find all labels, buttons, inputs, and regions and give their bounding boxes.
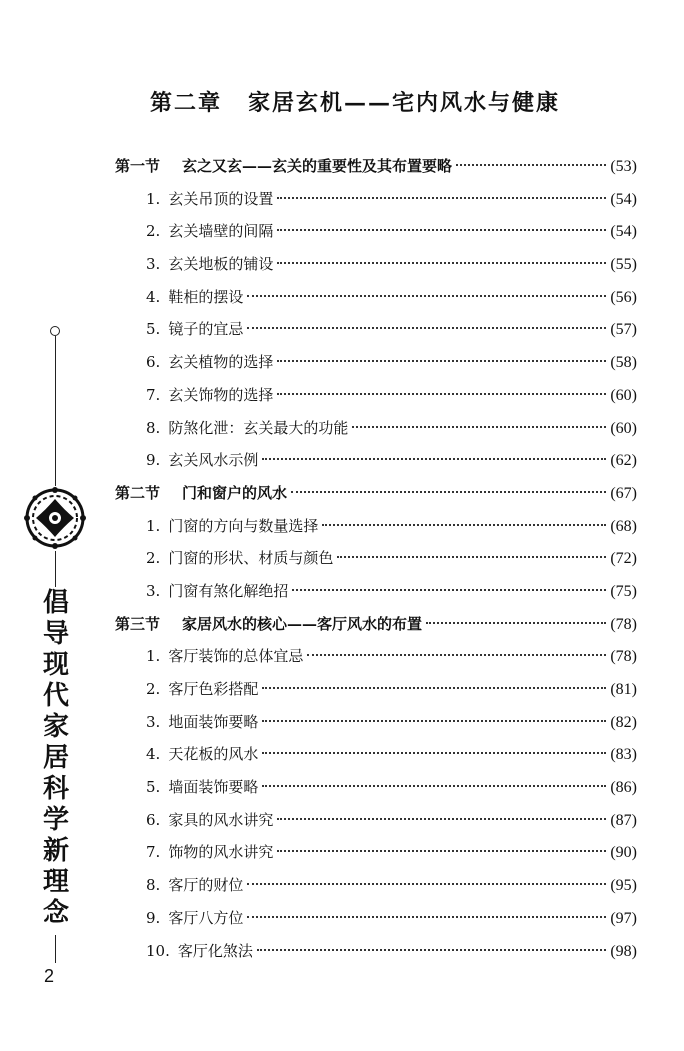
toc-entry-page: (72) bbox=[610, 550, 637, 568]
toc-entry-number: 7. bbox=[146, 385, 161, 404]
toc-entry-number: 4. bbox=[146, 745, 161, 764]
dot-leader bbox=[291, 491, 606, 493]
toc-entry-page: (82) bbox=[610, 713, 637, 731]
dot-leader bbox=[277, 229, 606, 231]
toc-entry-title: 镜子的宜忌 bbox=[168, 320, 244, 339]
toc-entry-title: 墙面装饰要略 bbox=[168, 778, 259, 797]
toc-entry-label bbox=[115, 608, 422, 641]
toc-entry-title: 客厅的财位 bbox=[168, 876, 244, 895]
toc-entry-number: 7. bbox=[146, 843, 161, 862]
toc-item-row bbox=[115, 738, 637, 771]
toc-entry-number: 10. bbox=[146, 941, 170, 960]
dot-leader bbox=[277, 393, 606, 395]
toc-entry-number: 第二节 bbox=[115, 483, 161, 502]
toc-entry-title: 玄关吊顶的设置 bbox=[168, 189, 274, 208]
toc-entry-label bbox=[115, 477, 287, 510]
dot-leader bbox=[262, 458, 606, 460]
toc-section-row bbox=[115, 608, 637, 641]
toc-entry-page: (97) bbox=[610, 909, 637, 927]
toc-entry-label bbox=[146, 804, 273, 837]
toc-entry-page: (57) bbox=[610, 321, 637, 339]
dot-leader bbox=[262, 752, 606, 754]
toc-entry-page: (98) bbox=[610, 942, 637, 960]
toc-entry-page: (67) bbox=[610, 484, 637, 502]
page-number: 2 bbox=[44, 966, 55, 986]
toc-entry-page: (87) bbox=[610, 811, 637, 829]
toc-entry-number: 1. bbox=[146, 516, 161, 535]
toc-item-row bbox=[115, 313, 637, 346]
dot-leader bbox=[247, 327, 606, 329]
toc-entry-title: 天花板的风水 bbox=[168, 745, 259, 764]
toc-entry-title: 客厅化煞法 bbox=[177, 941, 253, 960]
toc-entry-label bbox=[146, 412, 348, 445]
dot-leader bbox=[277, 850, 606, 852]
toc-item-row bbox=[115, 183, 637, 216]
toc-entry-number: 5. bbox=[146, 778, 161, 797]
dot-leader bbox=[277, 197, 606, 199]
toc-entry-label bbox=[146, 379, 273, 412]
toc-entry-title: 家具的风水讲究 bbox=[168, 810, 274, 829]
toc-entry-label bbox=[146, 248, 273, 281]
toc-entry-number: 1. bbox=[146, 189, 161, 208]
floral-ornament-icon bbox=[22, 485, 88, 551]
toc-item-row bbox=[115, 575, 637, 608]
toc-entry-page: (95) bbox=[610, 877, 637, 895]
toc-entry-title: 玄关风水示例 bbox=[168, 451, 259, 470]
toc-entry-title: 门窗有煞化解绝招 bbox=[168, 581, 289, 600]
toc-entry-label bbox=[146, 281, 243, 314]
toc-entry-label bbox=[146, 346, 273, 379]
dot-leader bbox=[322, 524, 606, 526]
toc-entry-number: 第一节 bbox=[115, 157, 161, 175]
toc-entry-title: 地面装饰要略 bbox=[168, 712, 259, 731]
toc-entry-number: 8. bbox=[146, 876, 161, 895]
dot-leader bbox=[277, 262, 606, 264]
dot-leader bbox=[277, 818, 606, 820]
toc-item-row bbox=[115, 804, 637, 837]
toc-item-row bbox=[115, 542, 637, 575]
toc-item-row bbox=[115, 706, 637, 739]
sidebar-slogan: 倡导现代家居科学新理念 bbox=[42, 588, 69, 928]
toc-entry-title: 门窗的方向与数量选择 bbox=[168, 516, 319, 535]
toc-entry-title: 客厅装饰的总体宜忌 bbox=[168, 647, 304, 666]
toc-entry-title: 玄关饰物的选择 bbox=[168, 385, 274, 404]
sidebar-line-top bbox=[55, 336, 56, 486]
toc-item-row bbox=[115, 902, 637, 935]
dot-leader bbox=[247, 295, 606, 297]
toc-entry-number: 1. bbox=[146, 647, 161, 666]
toc-entry-label bbox=[146, 215, 273, 248]
chapter-title bbox=[150, 86, 600, 117]
toc-entry-number: 4. bbox=[146, 287, 161, 306]
toc-entry-label bbox=[146, 902, 243, 935]
dot-leader bbox=[456, 164, 606, 166]
toc-entry-number: 9. bbox=[146, 908, 161, 927]
toc-entry-title: 门窗的形状、材质与颜色 bbox=[168, 549, 334, 568]
toc-section-row bbox=[115, 150, 637, 183]
dot-leader bbox=[337, 556, 606, 558]
toc-item-row bbox=[115, 412, 637, 445]
dot-leader bbox=[352, 426, 606, 428]
dot-leader bbox=[257, 949, 606, 951]
toc-entry-label bbox=[146, 771, 258, 804]
toc-item-row bbox=[115, 869, 637, 902]
toc-entry-page: (81) bbox=[610, 681, 637, 698]
chapter-name: 家居玄机——宅内风水与健康 bbox=[248, 90, 561, 116]
toc-entry-number: 5. bbox=[146, 320, 161, 339]
toc-entry-label bbox=[146, 673, 258, 706]
dot-leader bbox=[262, 785, 606, 787]
toc-section-row bbox=[115, 477, 637, 510]
toc-entry-title: 玄关植物的选择 bbox=[168, 353, 274, 372]
toc-entry-label bbox=[146, 738, 258, 771]
toc-entry-number: 2. bbox=[146, 549, 161, 568]
toc-entry-label bbox=[146, 575, 288, 608]
table-of-contents bbox=[115, 150, 637, 967]
toc-entry-number: 6. bbox=[146, 353, 161, 372]
sidebar-circle-marker bbox=[50, 326, 60, 336]
toc-entry-title: 玄关墙壁的间隔 bbox=[168, 222, 274, 241]
toc-item-row bbox=[115, 640, 637, 673]
toc-item-row bbox=[115, 444, 637, 477]
toc-entry-title: 门和窗户的风水 bbox=[182, 483, 288, 502]
toc-entry-label bbox=[115, 150, 452, 183]
toc-entry-page: (62) bbox=[610, 452, 637, 470]
toc-entry-label bbox=[146, 510, 318, 543]
toc-entry-page: (86) bbox=[610, 779, 637, 797]
dot-leader bbox=[292, 589, 606, 591]
toc-entry-label bbox=[146, 935, 253, 968]
sidebar-line-middle bbox=[55, 551, 56, 587]
toc-item-row bbox=[115, 836, 637, 869]
dot-leader bbox=[262, 720, 606, 722]
toc-entry-page: (78) bbox=[610, 615, 637, 633]
toc-entry-number: 2. bbox=[146, 680, 161, 698]
toc-entry-number: 9. bbox=[146, 451, 161, 470]
toc-entry-page: (75) bbox=[610, 582, 637, 600]
toc-entry-number: 3. bbox=[146, 581, 161, 600]
toc-entry-page: (53) bbox=[610, 158, 637, 175]
toc-entry-page: (54) bbox=[610, 223, 637, 241]
toc-entry-label bbox=[146, 706, 258, 739]
toc-entry-page: (68) bbox=[610, 517, 637, 535]
dot-leader bbox=[262, 687, 606, 689]
toc-entry-title: 饰物的风水讲究 bbox=[168, 843, 274, 862]
toc-entry-number: 3. bbox=[146, 712, 161, 731]
toc-entry-page: (56) bbox=[610, 288, 637, 306]
toc-entry-number: 8. bbox=[146, 418, 161, 437]
dot-leader bbox=[247, 883, 606, 885]
toc-entry-title: 鞋柜的摆设 bbox=[168, 287, 244, 306]
dot-leader bbox=[307, 654, 606, 656]
toc-entry-number: 3. bbox=[146, 255, 161, 274]
toc-entry-page: (58) bbox=[610, 354, 637, 372]
toc-entry-page: (55) bbox=[610, 256, 637, 274]
toc-item-row bbox=[115, 379, 637, 412]
toc-entry-title: 防煞化泄：玄关最大的功能 bbox=[168, 418, 349, 437]
toc-entry-label bbox=[146, 444, 258, 477]
dot-leader bbox=[426, 622, 606, 624]
dot-leader bbox=[277, 360, 606, 362]
toc-entry-page: (90) bbox=[610, 844, 637, 862]
toc-entry-page: (60) bbox=[610, 386, 637, 404]
toc-entry-label bbox=[146, 836, 273, 869]
toc-entry-label bbox=[146, 313, 243, 346]
toc-entry-label bbox=[146, 640, 303, 673]
toc-entry-page: (60) bbox=[610, 419, 637, 437]
toc-item-row bbox=[115, 346, 637, 379]
chapter-number: 第二章 bbox=[150, 90, 223, 116]
toc-entry-title: 客厅八方位 bbox=[168, 908, 244, 927]
toc-item-row bbox=[115, 248, 637, 281]
toc-entry-page: (78) bbox=[610, 648, 637, 666]
toc-entry-title: 客厅色彩搭配 bbox=[168, 680, 259, 698]
toc-entry-label bbox=[146, 542, 333, 575]
toc-item-row bbox=[115, 510, 637, 543]
toc-entry-title: 玄关地板的铺设 bbox=[168, 255, 274, 274]
toc-entry-title: 玄之又玄——玄关的重要性及其布置要略 bbox=[182, 157, 453, 175]
toc-entry-number: 6. bbox=[146, 810, 161, 829]
toc-item-row bbox=[115, 935, 637, 968]
dot-leader bbox=[247, 916, 606, 918]
toc-entry-number: 第三节 bbox=[115, 614, 161, 633]
toc-entry-label bbox=[146, 183, 273, 216]
toc-item-row bbox=[115, 771, 637, 804]
toc-item-row bbox=[115, 673, 637, 706]
sidebar-line-bottom bbox=[55, 935, 56, 963]
toc-entry-number: 2. bbox=[146, 222, 161, 241]
toc-item-row bbox=[115, 215, 637, 248]
toc-entry-title: 家居风水的核心——客厅风水的布置 bbox=[182, 614, 423, 633]
toc-entry-page: (83) bbox=[610, 746, 637, 764]
toc-entry-page: (54) bbox=[610, 190, 637, 208]
toc-item-row bbox=[115, 281, 637, 314]
toc-entry-label bbox=[146, 869, 243, 902]
